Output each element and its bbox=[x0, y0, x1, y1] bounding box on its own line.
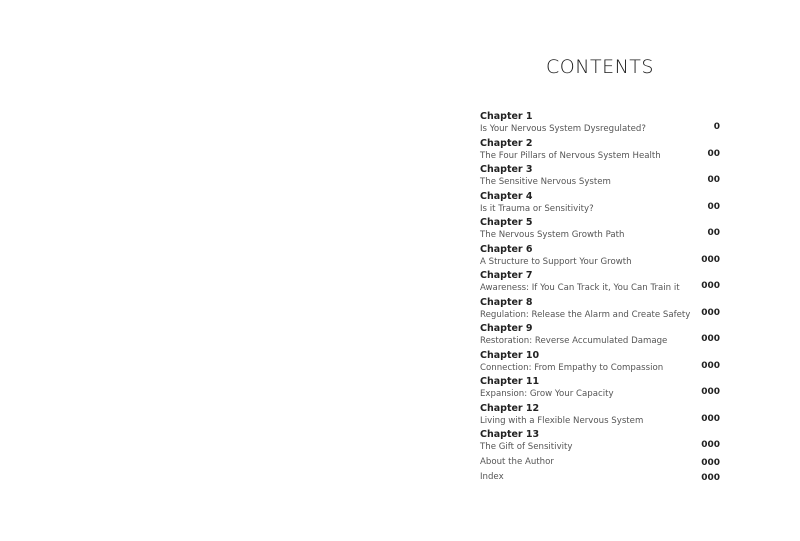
page-number: 000 bbox=[701, 440, 720, 450]
chapter-title: Is it Trauma or Sensitivity? bbox=[480, 203, 594, 214]
toc-entry-chapter-13 bbox=[480, 429, 720, 456]
page-number: 000 bbox=[701, 281, 720, 291]
chapter-label: Chapter 7 bbox=[480, 270, 533, 281]
chapter-title: The Nervous System Growth Path bbox=[480, 230, 625, 240]
chapter-label: Chapter 1 bbox=[480, 111, 533, 122]
chapter-title: Regulation: Release the Alarm and Create Safety bbox=[480, 309, 691, 320]
chapter-label: Chapter 8 bbox=[480, 296, 533, 308]
chapter-label: Chapter 13 bbox=[480, 429, 540, 440]
chapter-label: Chapter 9 bbox=[480, 323, 533, 334]
toc-entry-chapter-12 bbox=[480, 403, 720, 430]
chapter-title: The Four Pillars of Nervous System Health bbox=[480, 150, 661, 161]
chapter-label: Chapter 3 bbox=[480, 164, 533, 175]
chapter-title: A Structure to Support Your Growth bbox=[480, 256, 632, 267]
page-number: 000 bbox=[701, 413, 720, 424]
chapter-title: Is Your Nervous System Dysregulated? bbox=[480, 124, 646, 134]
chapter-title: Restoration: Reverse Accumulated Damage bbox=[480, 336, 668, 346]
chapter-label: Chapter 6 bbox=[480, 243, 533, 255]
page-number: 000 bbox=[701, 458, 720, 468]
chapter-label: Chapter 2 bbox=[480, 137, 533, 149]
table-of-contents bbox=[480, 111, 720, 486]
chapter-title: Living with a Flexible Nervous System bbox=[480, 415, 644, 426]
chapter-label: Chapter 10 bbox=[480, 349, 540, 361]
page-number: 000 bbox=[701, 387, 720, 397]
toc-entry-chapter-1 bbox=[480, 111, 720, 138]
page-number: 00 bbox=[707, 228, 720, 238]
page-number: 000 bbox=[701, 254, 720, 265]
toc-entry-chapter-5 bbox=[480, 217, 720, 244]
chapter-label: Chapter 12 bbox=[480, 402, 540, 414]
page-number: 000 bbox=[701, 334, 720, 344]
toc-entry-chapter-8 bbox=[480, 297, 720, 324]
toc-entry-chapter-6 bbox=[480, 244, 720, 271]
toc-entry-chapter-7 bbox=[480, 270, 720, 297]
toc-entry-chapter-4 bbox=[480, 191, 720, 218]
page-number: 00 bbox=[707, 201, 720, 212]
page-number: 000 bbox=[701, 307, 720, 318]
toc-entry-chapter-3 bbox=[480, 164, 720, 191]
page-number: 000 bbox=[701, 360, 720, 371]
chapter-label: Chapter 4 bbox=[480, 190, 533, 202]
toc-entry-chapter-9 bbox=[480, 323, 720, 350]
chapter-title: The Sensitive Nervous System bbox=[480, 177, 611, 187]
page-number: 00 bbox=[707, 148, 720, 159]
section-title: About the Author bbox=[480, 456, 554, 467]
toc-entry-about-the-author bbox=[480, 456, 720, 471]
chapter-title: Connection: From Empathy to Compassion bbox=[480, 362, 664, 373]
toc-entry-index bbox=[480, 471, 720, 486]
section-title: Index bbox=[480, 471, 504, 482]
chapter-label: Chapter 5 bbox=[480, 217, 533, 228]
toc-entry-chapter-10 bbox=[480, 350, 720, 377]
toc-entry-chapter-2 bbox=[480, 138, 720, 165]
chapter-title: The Gift of Sensitivity bbox=[480, 442, 573, 452]
chapter-label: Chapter 11 bbox=[480, 376, 540, 387]
page-number: 000 bbox=[701, 473, 720, 483]
page-number: 00 bbox=[707, 175, 720, 185]
page-title: CONTENTS bbox=[546, 56, 654, 78]
toc-entry-chapter-11 bbox=[480, 376, 720, 403]
chapter-title: Awareness: If You Can Track it, You Can Train it bbox=[480, 283, 680, 293]
page-number: 0 bbox=[713, 122, 720, 132]
chapter-title: Expansion: Grow Your Capacity bbox=[480, 389, 614, 399]
